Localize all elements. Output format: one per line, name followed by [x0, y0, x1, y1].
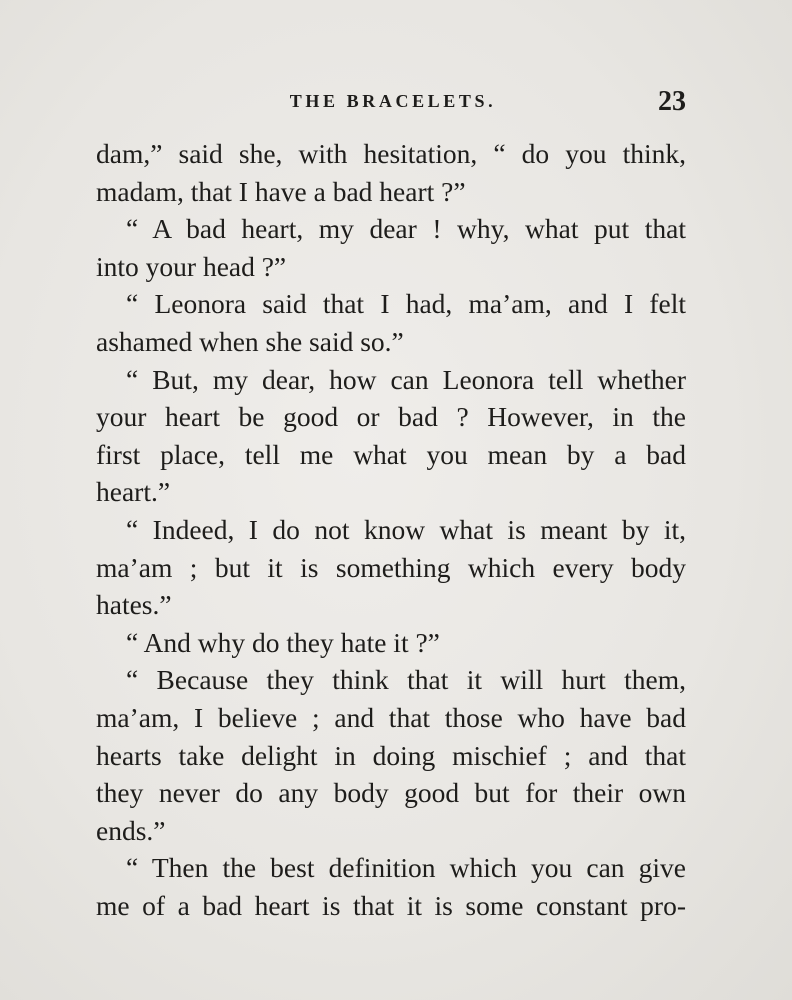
- text-line: first place, tell me what you mean by a bad: [96, 438, 686, 470]
- text-line: ends.”: [96, 814, 166, 846]
- text-line: ma’am ; but it is something which every body: [96, 551, 686, 583]
- text-line: dam,” said she, with hesitation, “ do you think,: [96, 138, 686, 169]
- text-line: “ Indeed, I do not know what is meant by it,: [126, 513, 686, 545]
- text-line: into your head ?”: [96, 250, 287, 282]
- text-line: “ And why do they hate it ?”: [126, 626, 440, 658]
- text-line: “ Because they think that it will hurt them,: [126, 664, 686, 696]
- text-line: hates.”: [96, 589, 172, 621]
- text-line: “ But, my dear, how can Leonora tell whether: [126, 363, 686, 395]
- text-line: “ Then the best definition which you can give: [126, 852, 686, 884]
- page-header: [96, 86, 690, 120]
- text-line: “ Leonora said that I had, ma’am, and I felt: [126, 288, 686, 320]
- running-title: THE BRACELETS.: [289, 91, 497, 111]
- text-line: they never do any body good but for their own: [96, 777, 686, 809]
- page-number: 23: [658, 86, 686, 117]
- body-text: [96, 135, 686, 924]
- text-line: your heart be good or bad ? However, in the: [96, 401, 686, 433]
- text-line: me of a bad heart is that it is some constant pro-: [96, 889, 686, 921]
- text-line: “ A bad heart, my dear ! why, what put that: [126, 213, 686, 245]
- text-line: hearts take delight in doing mischief ; and that: [96, 739, 686, 771]
- text-line: heart.”: [96, 476, 171, 508]
- text-line: ma’am, I believe ; and that those who have bad: [96, 701, 686, 733]
- text-line: ashamed when she said so.”: [96, 325, 404, 357]
- text-line: madam, that I have a bad heart ?”: [96, 175, 466, 207]
